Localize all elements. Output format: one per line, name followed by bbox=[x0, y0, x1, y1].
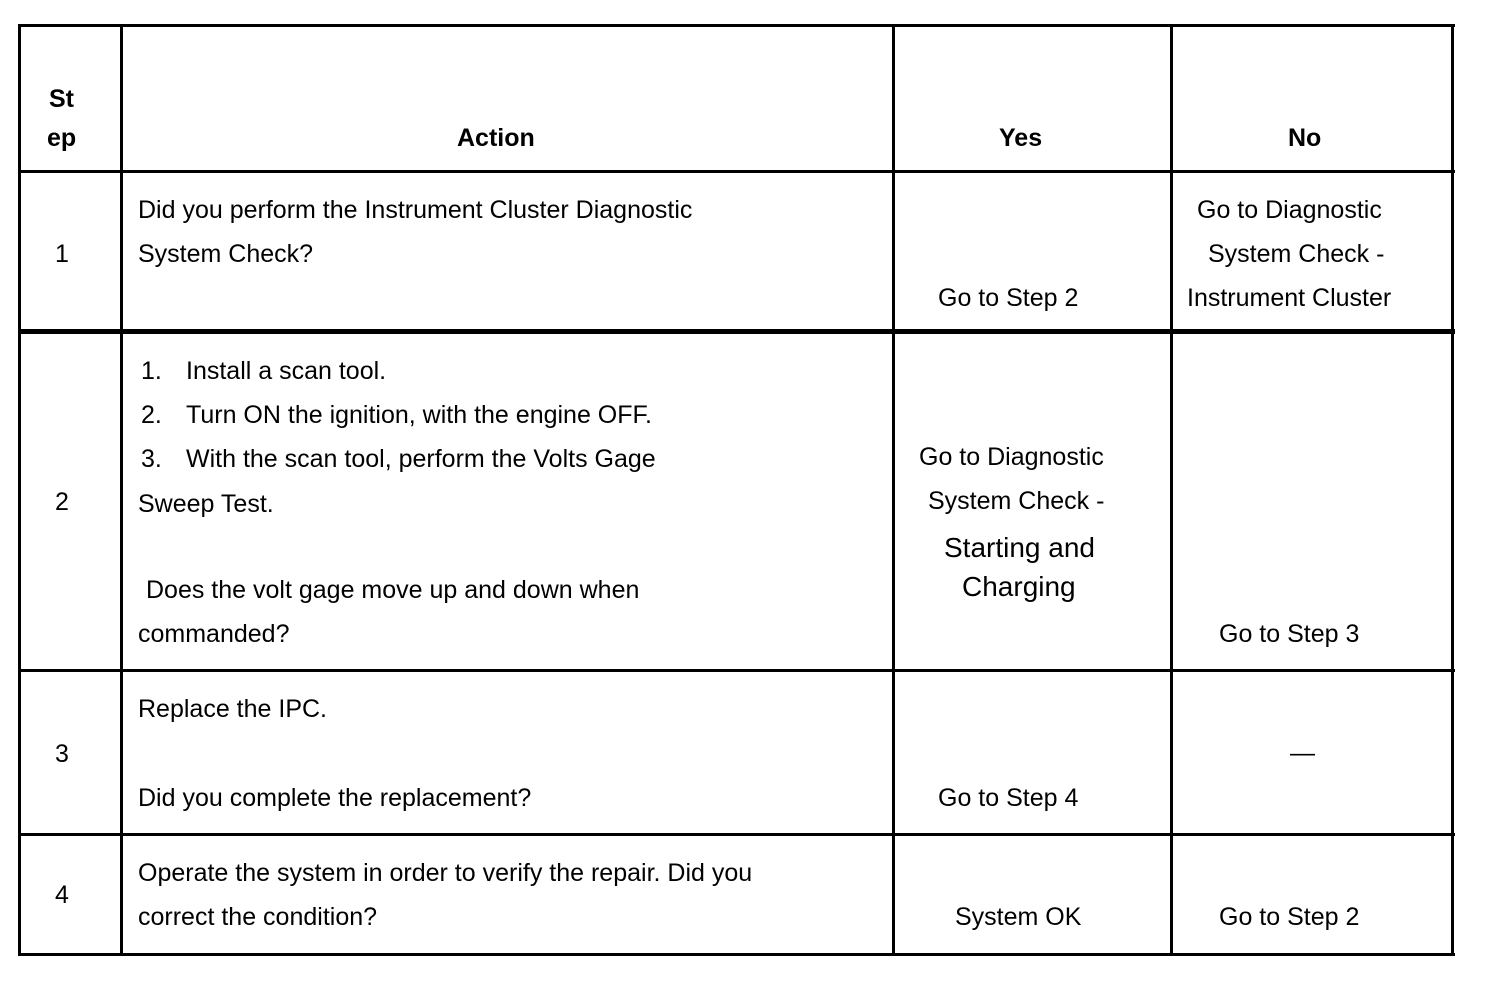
row2-yes-line3: Starting and bbox=[944, 532, 1095, 563]
row4-action-line1: Operate the system in order to verify the repair. Did you bbox=[138, 859, 753, 887]
row1-no-line2: System Check - bbox=[1208, 240, 1385, 268]
row2-yes-line4: Charging bbox=[962, 571, 1076, 602]
row-divider-1 bbox=[18, 329, 1455, 334]
row2-yes-line2: System Check - bbox=[928, 487, 1105, 515]
row2-step-number: 2 bbox=[55, 488, 69, 516]
row1-action-line1: Did you perform the Instrument Cluster Diagnostic bbox=[138, 196, 693, 224]
row4-step-number: 4 bbox=[55, 881, 69, 909]
row2-list-num-1: 1. bbox=[141, 357, 162, 385]
column-divider-step bbox=[120, 24, 123, 956]
row4-yes-text: System OK bbox=[955, 903, 1082, 931]
row2-list-num-3: 3. bbox=[141, 445, 162, 473]
row4-action-line2: correct the condition? bbox=[138, 903, 378, 931]
row3-yes-link[interactable]: Go to Step 4 bbox=[938, 784, 1079, 812]
row2-action-continuation: Sweep Test. bbox=[138, 490, 274, 518]
row2-question-line2: commanded? bbox=[138, 620, 290, 648]
row3-action-line2: Did you complete the replacement? bbox=[138, 784, 532, 812]
row4-no-link[interactable]: Go to Step 2 bbox=[1219, 903, 1360, 931]
row3-action-line1: Replace the IPC. bbox=[138, 695, 327, 723]
header-step-line2: ep bbox=[47, 124, 77, 152]
row2-list-item-1: Install a scan tool. bbox=[186, 357, 387, 385]
column-divider-yes bbox=[1170, 24, 1173, 956]
row2-list-num-2: 2. bbox=[141, 401, 162, 429]
row2-question-line1: Does the volt gage move up and down when bbox=[146, 576, 640, 604]
header-divider bbox=[18, 170, 1455, 173]
header-yes: Yes bbox=[999, 124, 1043, 152]
row1-no-line1: Go to Diagnostic bbox=[1197, 196, 1382, 224]
header-no: No bbox=[1288, 124, 1322, 152]
row-divider-3 bbox=[18, 833, 1455, 836]
row3-no-dash: — bbox=[1290, 739, 1315, 767]
row2-list-item-2: Turn ON the ignition, with the engine OFF. bbox=[186, 401, 652, 429]
row1-action-line2: System Check? bbox=[138, 240, 314, 268]
row2-yes-line1: Go to Diagnostic bbox=[919, 443, 1104, 471]
row1-yes-link[interactable]: Go to Step 2 bbox=[938, 284, 1079, 312]
row1-step-number: 1 bbox=[55, 240, 69, 268]
row-divider-2 bbox=[18, 669, 1455, 672]
row2-no-link[interactable]: Go to Step 3 bbox=[1219, 620, 1360, 648]
row2-list-item-3: With the scan tool, perform the Volts Gage bbox=[186, 445, 656, 473]
table-border-top bbox=[18, 24, 1455, 27]
header-step-line1: St bbox=[49, 85, 74, 113]
table-border-bottom bbox=[18, 953, 1455, 956]
column-divider-action bbox=[892, 24, 895, 956]
table-border-right bbox=[1451, 24, 1454, 956]
table-border-left bbox=[18, 24, 21, 956]
row3-step-number: 3 bbox=[55, 740, 69, 768]
row1-no-line3: Instrument Cluster bbox=[1187, 284, 1392, 312]
header-action: Action bbox=[457, 124, 535, 152]
